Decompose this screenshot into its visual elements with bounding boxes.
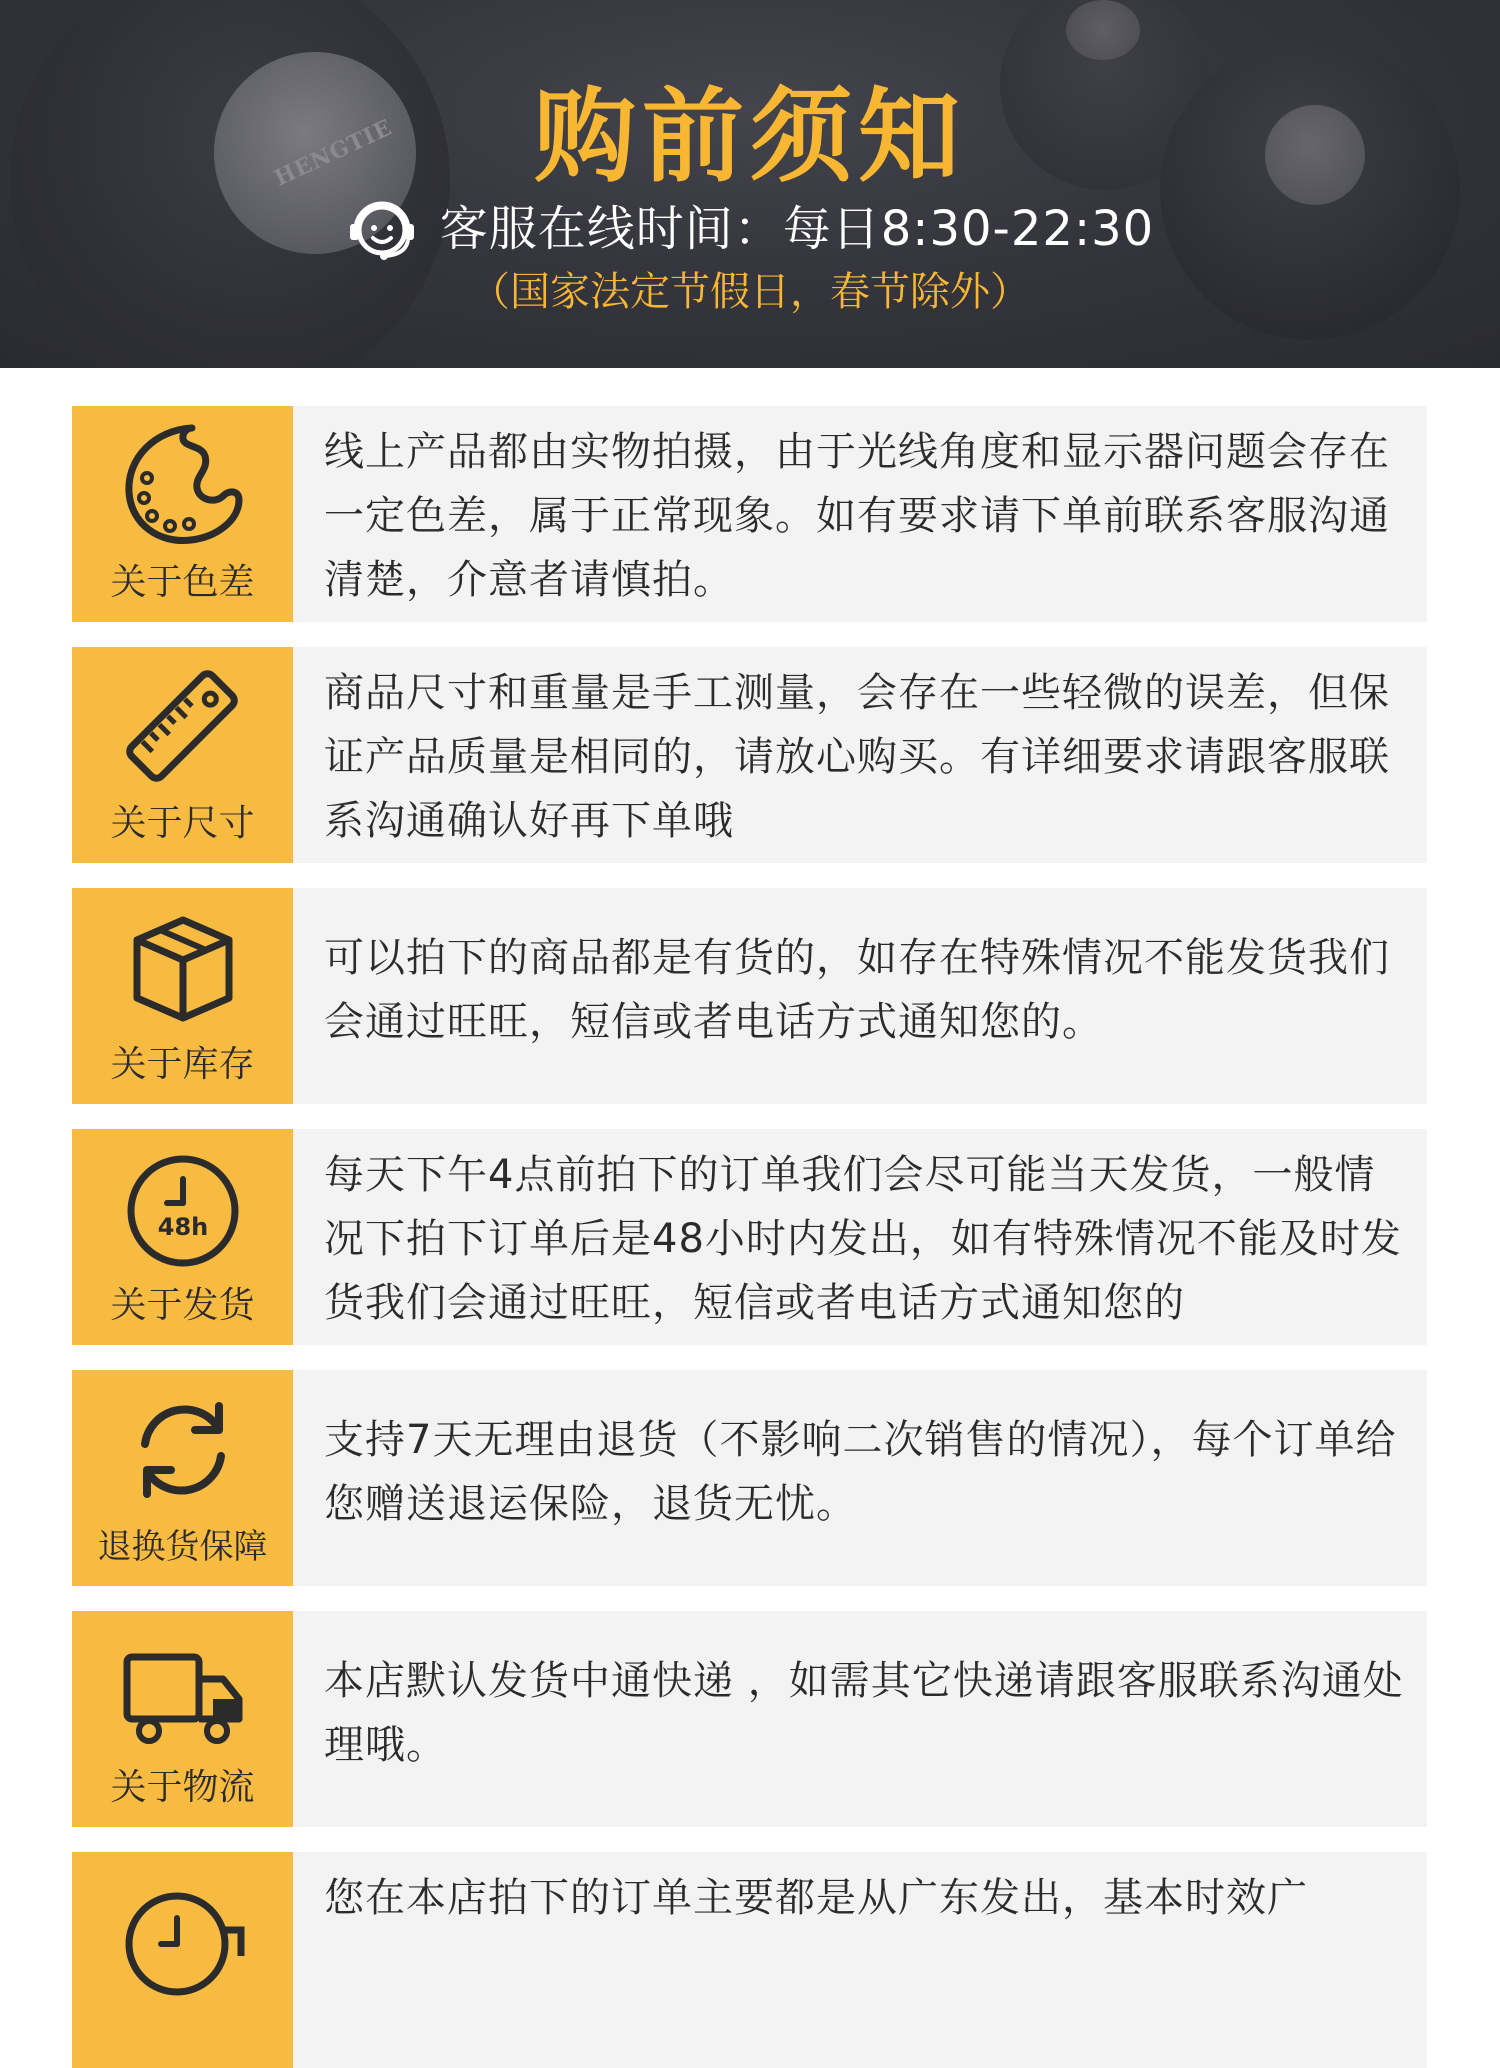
notice-text: 商品尺寸和重量是手工测量，会存在一些轻微的误差，但保证产品质量是相同的，请放心购买。有详细要求请跟客服联系沟通确认好再下单哦 [324, 670, 1390, 844]
notice-label: 关于尺寸 [110, 803, 255, 844]
notice-label: 关于色差 [110, 562, 255, 603]
service-hours-text: 客服在线时间：每日8:30-22:30 [439, 201, 1155, 257]
notice-label-box [72, 1370, 293, 1586]
box-icon [117, 902, 248, 1033]
notice-label: 退换货保障 [97, 1527, 268, 1567]
notice-size [72, 647, 1427, 863]
notice-logistics [72, 1611, 1427, 1827]
ruler-icon [117, 661, 248, 792]
notice-label-box [72, 1129, 293, 1345]
holiday-note: （国家法定节假日，春节除外） [470, 269, 1030, 315]
notice-text: 每天下午4点前拍下的订单我们会尽可能当天发货，一般情况下拍下订单后是48小时内发出，如有特殊情况不能及时发货我们会通过旺旺，短信或者电话方式通知您的 [324, 1152, 1402, 1326]
notice-shipping [72, 1129, 1427, 1345]
notice-label-box [72, 647, 293, 863]
notice-label-box [72, 888, 293, 1104]
ball-logo-face [1066, 0, 1140, 60]
notice-returns [72, 1370, 1427, 1586]
notice-label: 关于库存 [110, 1044, 255, 1085]
icon-48h-text: 48h [157, 1213, 209, 1241]
clock-48h-icon [117, 1143, 248, 1274]
notice-text: 您在本店拍下的订单主要都是从广东发出，基本时效广 [324, 1875, 1308, 1921]
notice-text: 支持7天无理由退货（不影响二次销售的情况），每个订单给您赠送退运保险，退货无忧。 [324, 1417, 1397, 1527]
notice-text: 线上产品都由实物拍摄，由于光线角度和显示器问题会存在一定色差，属于正常现象。如有要求请下单前联系客服沟通清楚，介意者请慎拍。 [324, 429, 1390, 603]
notice-label-box [72, 1852, 293, 2068]
service-hours-row [0, 198, 1500, 260]
brand-logo: HENGTIE [270, 114, 397, 192]
truck-icon [117, 1625, 248, 1756]
notice-text: 本店默认发货中通快递 ，如需其它快递请跟客服联系沟通处理哦。 [324, 1658, 1404, 1768]
header-banner [0, 0, 1500, 368]
notice-delivery-time [72, 1852, 1427, 2068]
page-title: 购前须知 [534, 78, 966, 197]
delivery-clock-icon [117, 1866, 248, 1997]
notice-label-box [72, 1611, 293, 1827]
notice-label: 关于发货 [110, 1285, 255, 1326]
refresh-icon [117, 1384, 248, 1515]
customer-service-icon [346, 196, 418, 262]
notice-stock [72, 888, 1427, 1104]
notice-label-box [72, 406, 293, 622]
notice-label: 关于物流 [110, 1767, 255, 1808]
notice-color-difference [72, 406, 1427, 622]
palette-icon [117, 420, 248, 551]
notice-text: 可以拍下的商品都是有货的，如存在特殊情况不能发货我们会通过旺旺，短信或者电话方式通知您的。 [324, 935, 1390, 1045]
